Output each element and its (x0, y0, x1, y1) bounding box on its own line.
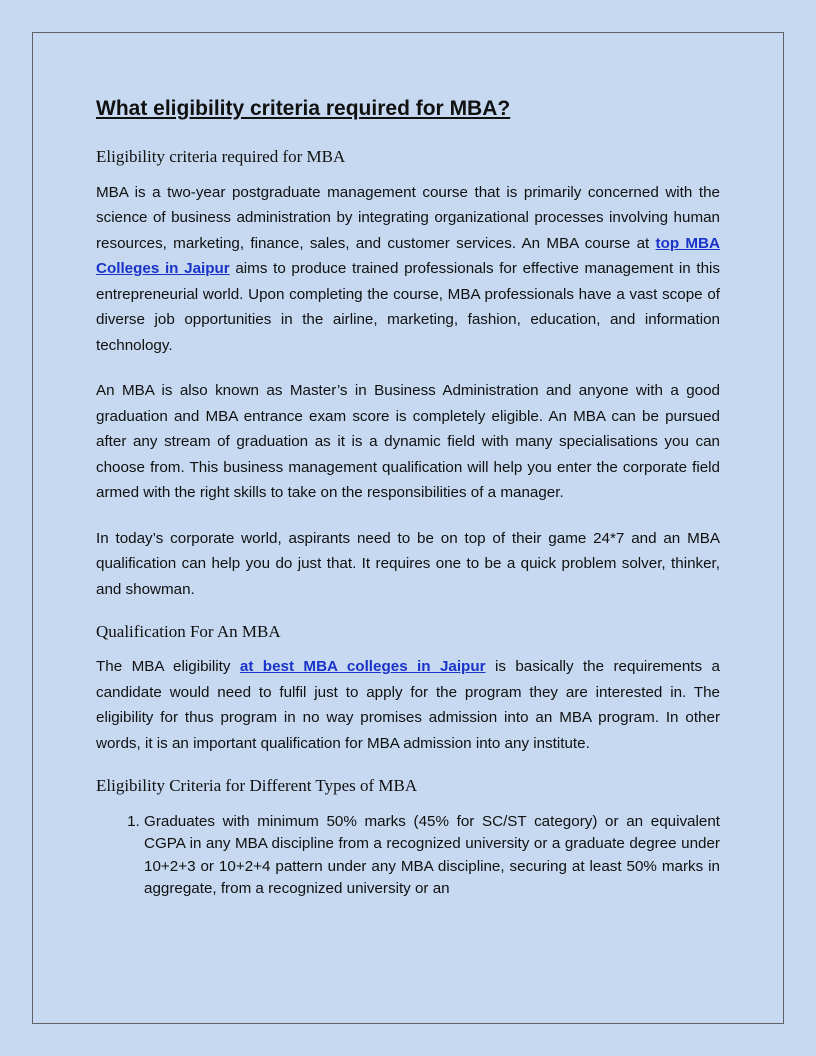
best-mba-colleges-link[interactable]: at best MBA colleges in Jaipur (239, 658, 486, 676)
paragraph-intro (96, 180, 720, 359)
paragraph-qualification (96, 654, 720, 756)
paragraph-text: The MBA eligibility (96, 658, 240, 676)
paragraph-mba-definition: An MBA is also known as Master’s in Business Administration and anyone with a good graduation and MBA entrance exam score is completely eligible. An MBA can be pursued after any stream of graduation as it is a dynamic field with many specialisations you can choose from. This business management qualification will help you enter the corporate field armed with the right skills to take on the responsibilities of a manager. (96, 382, 720, 502)
top-mba-colleges-link[interactable]: top MBA Colleges in Jaipur (96, 234, 720, 278)
page-title: What eligibility criteria required for MBA? (96, 97, 511, 120)
document-content (96, 96, 720, 901)
section-heading-criteria: Eligibility Criteria for Different Types of MBA (96, 776, 418, 796)
paragraph-corporate-world: In today’s corporate world, aspirants need to be on top of their game 24*7 and an MBA qualification can help you do just that. It requires one to be a quick problem solver, thinker, and showman. (96, 529, 720, 598)
paragraph-text: is basically the requirements a candidate would need to fulfil just to apply for the program they are interested in. The eligibility for thus program in no way promises admission into an MBA program. In other words, it is an important qualification for MBA admission into any institute. (96, 658, 720, 752)
section-heading-eligibility: Eligibility criteria required for MBA (96, 147, 346, 167)
criteria-list (96, 811, 720, 901)
section-heading-qualification: Qualification For An MBA (96, 622, 281, 642)
paragraph-text: MBA is a two-year postgraduate management course that is primarily concerned with the science of business administration by integrating organizational processes involving human resources, marketing, finance, sales, and customer services. An MBA course at (96, 183, 720, 252)
paragraph-text: aims to produce trained professionals for effective management in this entrepreneurial world. Upon completing the course, MBA professionals have a vast scope of diverse job opportunities in the airline, marketing, fashion, education, and information technology. (96, 260, 720, 354)
list-item: 1. Graduates with minimum 50% marks (45% for SC/ST category) or an equivalent CGPA in any MBA discipline from a recognized university or a graduate degree under 10+2+3 or 10+2+4 pattern under any MBA discipline, securing at least 50% marks in aggregate, from a recognized university or an (144, 811, 720, 901)
